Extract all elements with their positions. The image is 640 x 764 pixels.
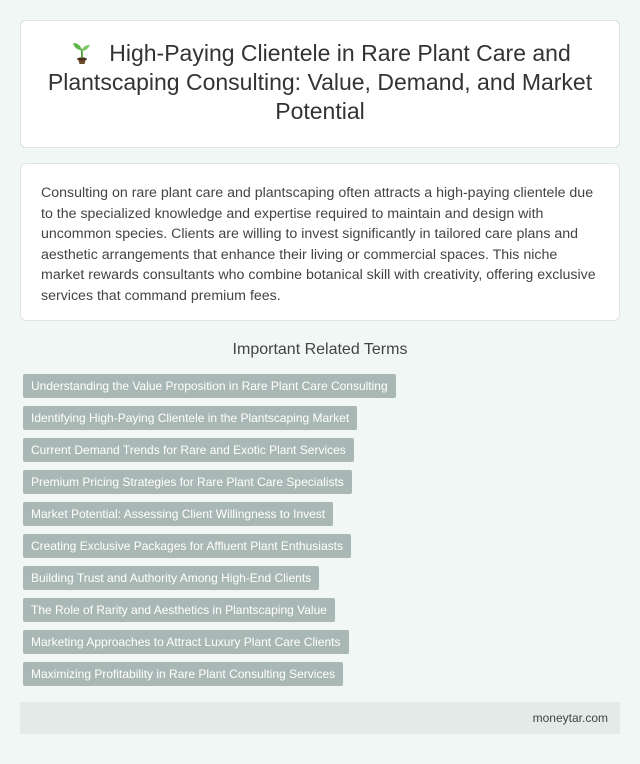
title-card bbox=[20, 20, 620, 148]
footer-site-name: moneytar.com bbox=[532, 711, 608, 725]
term-link[interactable]: Maximizing Profitability in Rare Plant Consulting Services bbox=[23, 662, 343, 686]
term-link[interactable]: Creating Exclusive Packages for Affluent Plant Enthusiasts bbox=[23, 534, 351, 558]
term-link[interactable]: Marketing Approaches to Attract Luxury Plant Care Clients bbox=[23, 630, 349, 654]
term-link[interactable]: Current Demand Trends for Rare and Exotic Plant Services bbox=[23, 438, 354, 462]
term-link[interactable]: Identifying High-Paying Clientele in the Plantscaping Market bbox=[23, 406, 357, 430]
page-title: High-Paying Clientele in Rare Plant Care and Plantscaping Consulting: Value, Demand, and Market Potential bbox=[47, 40, 593, 124]
term-link[interactable]: Market Potential: Assessing Client Willingness to Invest bbox=[23, 502, 333, 526]
footer bbox=[20, 702, 620, 734]
related-terms-heading: Important Related Terms bbox=[232, 341, 408, 358]
intro-card bbox=[20, 163, 620, 321]
term-link[interactable]: Premium Pricing Strategies for Rare Plant Care Specialists bbox=[23, 470, 352, 494]
intro-paragraph: Consulting on rare plant care and plantscaping often attracts a high-paying clientele due to the specialized knowledge and expertise required to maintain and design with uncommon species. Clients are willing to invest significantly in tailored care plans and aesthetic arrangements that enhance their living or commercial spaces. This niche market rewards consultants who combine botanical skill with creativity, offering exclusive services that command premium fees. bbox=[41, 185, 596, 304]
sprout-icon bbox=[69, 40, 95, 64]
related-terms-list bbox=[23, 374, 617, 694]
term-link[interactable]: Building Trust and Authority Among High-End Clients bbox=[23, 566, 319, 590]
term-link[interactable]: The Role of Rarity and Aesthetics in Plantscaping Value bbox=[23, 598, 335, 622]
term-link[interactable]: Understanding the Value Proposition in Rare Plant Care Consulting bbox=[23, 374, 396, 398]
